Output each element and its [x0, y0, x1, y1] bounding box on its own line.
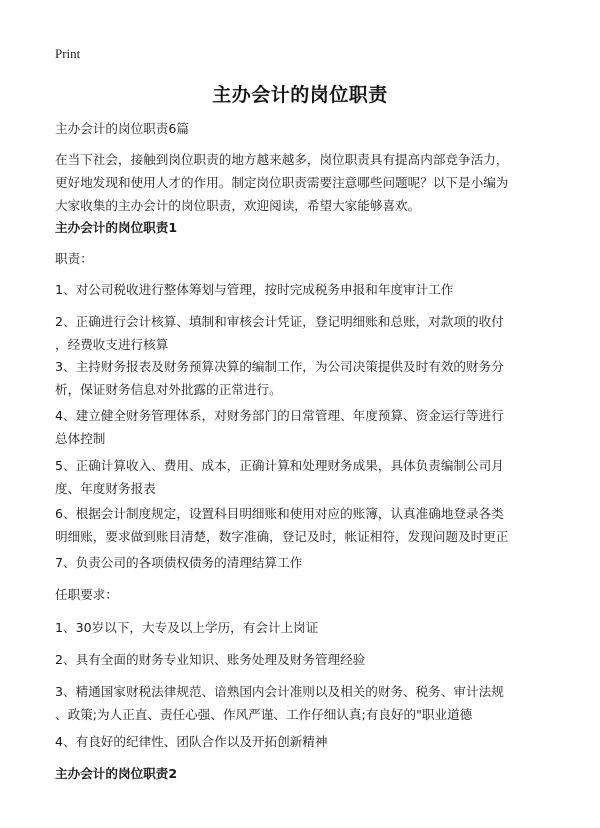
- duty-line: 析，保证财务信息对外批露的正常进行。: [55, 382, 282, 397]
- duty-line: 5、正确计算收入、费用、成本，正确计算和处理财务成果，具体负责编制公司月: [55, 458, 504, 473]
- section2-heading: 主办会计的岗位职责2: [55, 766, 178, 781]
- requirement-line: 3、精通国家财税法律规范、谙熟国内会计准则以及相关的财务、税务、审计法规: [55, 684, 504, 699]
- requirement-item-4: [55, 730, 555, 753]
- intro-line: 在当下社会，接触到岗位职责的地方越来越多，岗位职责具有提高内部竞争活力，: [55, 152, 509, 167]
- duty-line: 7、负责公司的各项债权债务的清理结算工作: [55, 555, 303, 570]
- duty-item-5: [55, 454, 555, 500]
- requirement-item-1: [55, 616, 555, 639]
- duty-line: 3、主持财务报表及财务预算决算的编制工作，为公司决策提供及时有效的财务分: [55, 359, 504, 374]
- duty-item-6: [55, 502, 555, 548]
- duty-item-1: [55, 278, 555, 301]
- requirements-label: 任职要求：: [55, 587, 118, 602]
- duty-line: 4、建立健全财务管理体系，对财务部门的日常管理、年度预算、资金运行等进行: [55, 408, 504, 423]
- section1-heading: 主办会计的岗位职责1: [55, 220, 178, 235]
- duties-label: 职责：: [55, 251, 93, 266]
- requirement-item-2: [55, 648, 555, 671]
- duty-line: 度、年度财务报表: [55, 481, 156, 496]
- requirement-line: 1、30岁以下，大专及以上学历，有会计上岗证: [55, 620, 319, 635]
- duty-line: 2、正确进行会计核算、填制和审核会计凭证，登记明细账和总账，对款项的收付: [55, 314, 504, 329]
- duty-item-3: [55, 355, 555, 401]
- duty-item-4: [55, 404, 555, 450]
- intro-line: 更好地发现和使用人才的作用。制定岗位职责需要注意哪些问题呢？以下是小编为: [55, 175, 509, 190]
- intro-line: 大家收集的主办会计的岗位职责，欢迎阅读，希望大家能够喜欢。: [55, 198, 421, 213]
- requirement-item-3: [55, 680, 555, 726]
- requirement-line: 2、具有全面的财务专业知识、账务处理及财务管理经验: [55, 652, 366, 667]
- print-link[interactable]: Print: [55, 46, 81, 61]
- document-title: 主办会计的岗位职责: [212, 84, 388, 106]
- duty-line: 明细账，要求做到账目清楚，数字准确，登记及时，帐证相符，发现问题及时更正: [55, 529, 509, 544]
- duty-item-7: [55, 551, 555, 574]
- duty-line: 1、对公司税收进行整体筹划与管理，按时完成税务申报和年度审计工作: [55, 282, 454, 297]
- duty-line: 6、根据会计制度规定，设置科目明细账和使用对应的账簿，认真准确地登录各类: [55, 506, 504, 521]
- subtitle: 主办会计的岗位职责6篇: [55, 121, 189, 136]
- requirement-line: 、政策;为人正直、责任心强、作风严谨、工作仔细认真;有良好的"职业道德: [55, 707, 473, 722]
- duty-item-2: [55, 310, 555, 356]
- intro-paragraph: [55, 148, 555, 217]
- duty-line: ，经费收支进行核算: [55, 337, 169, 352]
- requirement-line: 4、有良好的纪律性、团队合作以及开拓创新精神: [55, 734, 328, 749]
- duty-line: 总体控制: [55, 431, 106, 446]
